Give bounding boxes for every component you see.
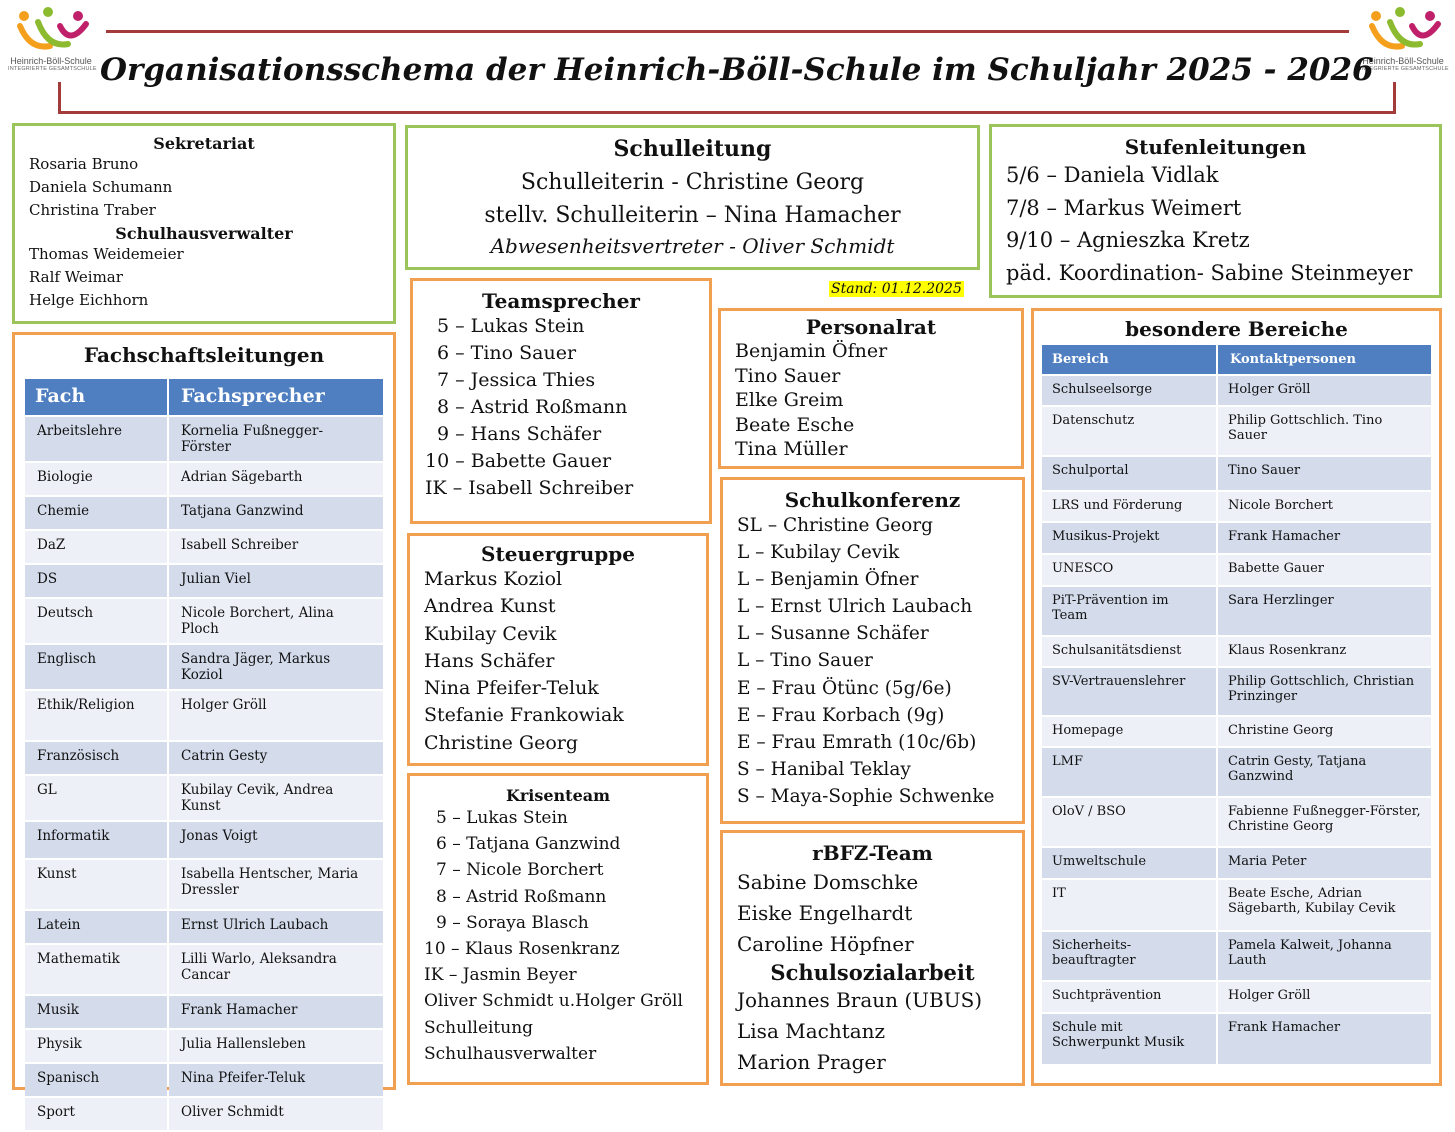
- table-row: [1042, 932, 1431, 980]
- table-cell-contact: Oliver Schmidt: [169, 1098, 383, 1130]
- schulkonferenz-item: L – Susanne Schäfer: [737, 623, 929, 645]
- personalrat-list: [735, 339, 1007, 462]
- table-row: [1042, 492, 1431, 521]
- krisenteam-box: [407, 773, 709, 1085]
- krisenteam-item: 10 – Klaus Rosenkranz: [424, 939, 620, 960]
- table-cell-subject: SV-Vertrauenslehrer: [1042, 668, 1216, 715]
- table-row: [25, 1064, 383, 1096]
- school-logo-figures-icon: [8, 6, 94, 56]
- teamsprecher-title: Teamsprecher: [482, 289, 640, 313]
- krisenteam-item: Oliver Schmidt u.Holger Gröll: [424, 991, 683, 1012]
- table-cell-contact: Julia Hallensleben: [169, 1030, 383, 1062]
- schulleitung-line-1: Schulleiterin - Christine Georg: [520, 170, 865, 195]
- table-cell-contact: Nina Pfeifer-Teluk: [169, 1064, 383, 1096]
- stufenleitung-item: 5/6 – Daniela Vidlak: [1006, 163, 1219, 187]
- krisenteam-item: 6 – Tatjana Ganzwind: [436, 834, 621, 855]
- col-fachsprecher: Fachsprecher: [169, 379, 383, 415]
- personalrat-item: Tina Müller: [735, 438, 848, 460]
- teamsprecher-item: IK – Isabell Schreiber: [425, 477, 634, 499]
- teamsprecher-item: 8 – Astrid Roßmann: [437, 396, 628, 418]
- table-cell-contact: Frank Hamacher: [1218, 1014, 1431, 1064]
- title-frame-top: [106, 30, 1349, 33]
- table-cell-subject: Informatik: [25, 822, 167, 858]
- sekretariat-title: Sekretariat: [153, 134, 255, 153]
- rbfz-item: Caroline Höpfner: [737, 932, 914, 956]
- table-row: [25, 1098, 383, 1130]
- schulkonferenz-item: E – Frau Emrath (10c/6b): [737, 731, 977, 753]
- table-cell-contact: Isabell Schreiber: [169, 531, 383, 563]
- krisenteam-item: 8 – Astrid Roßmann: [436, 886, 607, 907]
- table-cell-contact: Nicole Borchert: [1218, 492, 1431, 521]
- table-cell-subject: Biologie: [25, 463, 167, 495]
- table-cell-contact: Maria Peter: [1218, 848, 1431, 878]
- besondere-box: [1031, 308, 1442, 1086]
- logo-subtitle: INTEGRIERTE GESAMTSCHULE: [8, 66, 97, 72]
- table-cell-subject: Mathematik: [25, 945, 167, 994]
- table-cell-contact: Lilli Warlo, Aleksandra Cancar: [169, 945, 383, 994]
- table-row: [1042, 880, 1431, 930]
- table-cell-contact: Nicole Borchert, Alina Ploch: [169, 599, 383, 643]
- table-cell-contact: Sara Herzlinger: [1218, 587, 1431, 635]
- stufenleitungen-box: [989, 124, 1442, 298]
- schulkonferenz-item: S – Hanibal Teklay: [737, 758, 911, 780]
- personalrat-item: Benjamin Öfner: [735, 340, 888, 362]
- logo-name: Heinrich-Böll-Schule: [10, 56, 92, 66]
- table-row: [1042, 982, 1431, 1012]
- logo-name: Heinrich-Böll-Schule: [1362, 56, 1444, 66]
- teamsprecher-item: 5 – Lukas Stein: [437, 315, 585, 337]
- rbfz-item: Sabine Domschke: [737, 870, 919, 894]
- table-cell-subject: PiT-Prävention im Team: [1042, 587, 1216, 635]
- table-cell-contact: Ernst Ulrich Laubach: [169, 911, 383, 943]
- table-row: [1042, 407, 1431, 455]
- steuergruppe-item: Hans Schäfer: [424, 649, 555, 672]
- besondere-title: besondere Bereiche: [1125, 317, 1348, 341]
- col-bereich: Bereich: [1042, 345, 1216, 374]
- stand-date: [829, 278, 964, 297]
- schulleitung-line-3: Abwesenheitsvertreter - Oliver Schmidt: [490, 234, 895, 258]
- table-cell-subject: Physik: [25, 1030, 167, 1062]
- table-cell-subject: Chemie: [25, 497, 167, 529]
- stufenleitung-item: 7/8 – Markus Weimert: [1006, 195, 1242, 220]
- table-cell-contact: Isabella Hentscher, Maria Dressler: [169, 860, 383, 909]
- schulkonferenz-item: S – Maya-Sophie Schwenke: [737, 785, 995, 807]
- sekretariat-box: [12, 123, 396, 324]
- steuergruppe-title: Steuergruppe: [481, 542, 635, 566]
- table-cell-contact: Holger Gröll: [1218, 376, 1431, 405]
- steuergruppe-item: Kubilay Cevik: [424, 622, 557, 645]
- besondere-table: [1040, 343, 1433, 1066]
- schulkonferenz-item: L – Ernst Ulrich Laubach: [737, 596, 973, 618]
- stufenleitung-item: 9/10 – Agnieszka Kretz: [1006, 228, 1250, 252]
- schulkonferenz-item: L – Tino Sauer: [737, 650, 873, 672]
- table-row: [25, 531, 383, 563]
- stufenleitung-item: päd. Koordination- Sabine Steinmeyer: [1006, 260, 1413, 285]
- schulkonferenz-item: L – Benjamin Öfner: [737, 569, 919, 591]
- table-cell-subject: DaZ: [25, 531, 167, 563]
- table-cell-subject: Deutsch: [25, 599, 167, 643]
- krisenteam-item: 7 – Nicole Borchert: [436, 860, 604, 881]
- table-cell-contact: Klaus Rosenkranz: [1218, 637, 1431, 666]
- personalrat-item: Tino Sauer: [735, 364, 841, 387]
- table-row: [25, 599, 383, 643]
- table-cell-subject: UNESCO: [1042, 555, 1216, 585]
- table-cell-contact: Holger Gröll: [169, 691, 383, 740]
- table-row: [1042, 376, 1431, 405]
- teamsprecher-item: 7 – Jessica Thies: [437, 369, 596, 391]
- krisenteam-item: IK – Jasmin Beyer: [424, 965, 577, 986]
- table-cell-subject: Suchtprävention: [1042, 982, 1216, 1012]
- table-row: [1042, 717, 1431, 746]
- table-cell-subject: Datenschutz: [1042, 407, 1216, 455]
- table-cell-contact: Babette Gauer: [1218, 555, 1431, 585]
- teamsprecher-item: 10 – Babette Gauer: [425, 450, 612, 472]
- krisenteam-item: Schulhausverwalter: [424, 1043, 597, 1064]
- table-cell-subject: Kunst: [25, 860, 167, 909]
- table-cell-contact: Kubilay Cevik, Andrea Kunst: [169, 776, 383, 820]
- krisenteam-item: 9 – Soraya Blasch: [436, 912, 589, 933]
- table-cell-contact: Kornelia Fußnegger-Förster: [169, 417, 383, 461]
- fachschaften-title: Fachschaftsleitungen: [83, 343, 325, 367]
- sekretariat-list: [29, 153, 379, 222]
- logo-subtitle: INTEGRIERTE GESAMTSCHULE: [1360, 66, 1449, 72]
- page-title: Organisationsschema der Heinrich-Böll-Schule im Schuljahr 2025 - 2026: [100, 52, 1374, 88]
- table-row: [1042, 637, 1431, 666]
- steuergruppe-item: Nina Pfeifer-Teluk: [424, 677, 599, 700]
- table-cell-subject: Spanisch: [25, 1064, 167, 1096]
- table-cell-contact: Jonas Voigt: [169, 822, 383, 858]
- table-row: [25, 463, 383, 495]
- table-cell-subject: Umweltschule: [1042, 848, 1216, 878]
- table-row: [25, 565, 383, 597]
- schulkonferenz-title: Schulkonferenz: [784, 488, 961, 512]
- table-row: [1042, 1014, 1431, 1064]
- steuergruppe-box: [407, 533, 709, 766]
- personalrat-item: Beate Esche: [735, 413, 855, 436]
- table-cell-subject: Schulportal: [1042, 457, 1216, 490]
- schulleitung-title: Schulleitung: [613, 136, 772, 162]
- table-row: [1042, 457, 1431, 490]
- schulsozialarbeit-item: Lisa Machtanz: [737, 1019, 886, 1043]
- stufenleitungen-list: [1006, 159, 1425, 289]
- rbfz-item: Eiske Engelhardt: [737, 901, 913, 925]
- table-cell-contact: Julian Viel: [169, 565, 383, 597]
- schulkonferenz-list: [737, 512, 1008, 810]
- table-row: [1042, 555, 1431, 585]
- table-row: [1042, 587, 1431, 635]
- krisenteam-list: [424, 805, 692, 1067]
- table-cell-subject: Schulsanitätsdienst: [1042, 637, 1216, 666]
- stufenleitungen-title: Stufenleitungen: [1124, 135, 1307, 159]
- table-cell-contact: Tino Sauer: [1218, 457, 1431, 490]
- table-cell-subject: Schule mit Schwerpunkt Musik: [1042, 1014, 1216, 1064]
- table-row: [1042, 848, 1431, 878]
- schulleitung-box: [405, 125, 980, 270]
- table-row: [25, 945, 383, 994]
- krisenteam-title: Krisenteam: [505, 786, 611, 805]
- sekretariat-item: Rosaria Bruno: [29, 155, 139, 173]
- sekretariat-item: Christina Traber: [29, 201, 156, 219]
- teamsprecher-box: [410, 278, 712, 524]
- table-cell-contact: Sandra Jäger, Markus Koziol: [169, 645, 383, 689]
- table-cell-contact: Frank Hamacher: [169, 996, 383, 1028]
- rbfz-list: [737, 867, 1008, 960]
- table-cell-contact: Beate Esche, Adrian Sägebarth, Kubilay Cevik: [1218, 880, 1431, 930]
- table-cell-contact: Fabienne Fußnegger-Förster, Christine Georg: [1218, 798, 1431, 846]
- table-row: [1042, 668, 1431, 715]
- schulkonferenz-item: E – Frau Ötünc (5g/6e): [737, 677, 952, 699]
- table-row: [25, 691, 383, 740]
- teamsprecher-item: 9 – Hans Schäfer: [437, 423, 602, 445]
- steuergruppe-item: Stefanie Frankowiak: [424, 704, 624, 727]
- table-cell-subject: Französisch: [25, 742, 167, 774]
- schulleitung-line-2: stellv. Schulleiterin – Nina Hamacher: [484, 203, 901, 228]
- teamsprecher-list: [425, 313, 697, 502]
- table-cell-contact: Philip Gottschlich, Christian Prinzinger: [1218, 668, 1431, 715]
- table-cell-subject: Englisch: [25, 645, 167, 689]
- table-cell-contact: Pamela Kalweit, Johanna Lauth: [1218, 932, 1431, 980]
- table-row: [1042, 798, 1431, 846]
- table-row: [25, 417, 383, 461]
- table-cell-subject: Latein: [25, 911, 167, 943]
- table-row: [25, 1030, 383, 1062]
- table-row: [25, 742, 383, 774]
- steuergruppe-list: [424, 566, 692, 757]
- table-cell-subject: DS: [25, 565, 167, 597]
- schulkonferenz-box: [720, 477, 1025, 824]
- krisenteam-item: Schulleitung: [424, 1017, 534, 1038]
- table-row: [25, 497, 383, 529]
- table-cell-subject: GL: [25, 776, 167, 820]
- schulsozialarbeit-item: Marion Prager: [737, 1050, 886, 1074]
- table-row: [1042, 523, 1431, 553]
- table-cell-subject: Musik: [25, 996, 167, 1028]
- schulsozialarbeit-title: Schulsozialarbeit: [770, 960, 975, 985]
- schulkonferenz-item: L – Kubilay Cevik: [737, 542, 900, 564]
- hausverwalter-item: Thomas Weidemeier: [29, 245, 184, 263]
- table-cell-contact: Adrian Sägebarth: [169, 463, 383, 495]
- table-row: [1042, 748, 1431, 796]
- fachschaften-table: [23, 377, 385, 1132]
- hausverwalter-item: Helge Eichhorn: [29, 291, 149, 309]
- table-cell-contact: Catrin Gesty, Tatjana Ganzwind: [1218, 748, 1431, 796]
- table-cell-contact: Catrin Gesty: [169, 742, 383, 774]
- stand-label: Stand: 01.12.2025: [831, 281, 962, 297]
- hausverwalter-title: Schulhausverwalter: [115, 224, 293, 243]
- table-row: [25, 822, 383, 858]
- table-row: [25, 911, 383, 943]
- table-row: [25, 645, 383, 689]
- table-cell-subject: Arbeitslehre: [25, 417, 167, 461]
- steuergruppe-item: Christine Georg: [424, 731, 579, 754]
- table-cell-contact: Holger Gröll: [1218, 982, 1431, 1012]
- schulsozialarbeit-list: [737, 985, 1008, 1078]
- rbfz-box: [720, 830, 1025, 1086]
- teamsprecher-item: 6 – Tino Sauer: [437, 342, 577, 364]
- school-logo-left: [8, 6, 97, 78]
- col-kontaktpersonen: Kontaktpersonen: [1218, 345, 1431, 374]
- table-cell-subject: Homepage: [1042, 717, 1216, 746]
- table-cell-subject: LRS und Förderung: [1042, 492, 1216, 521]
- table-cell-subject: Sport: [25, 1098, 167, 1130]
- table-row: [25, 996, 383, 1028]
- personalrat-title: Personalrat: [805, 315, 937, 339]
- sekretariat-item: Daniela Schumann: [29, 178, 173, 196]
- table-cell-subject: LMF: [1042, 748, 1216, 796]
- table-cell-subject: Ethik/Religion: [25, 691, 167, 740]
- rbfz-title: rBFZ-Team: [812, 841, 933, 865]
- personalrat-item: Elke Greim: [735, 389, 844, 411]
- steuergruppe-item: Andrea Kunst: [424, 595, 556, 618]
- school-logo-figures-icon: [1360, 6, 1446, 56]
- krisenteam-item: 5 – Lukas Stein: [436, 808, 568, 828]
- table-cell-subject: Musikus-Projekt: [1042, 523, 1216, 553]
- steuergruppe-item: Markus Koziol: [424, 568, 563, 590]
- table-cell-contact: Christine Georg: [1218, 717, 1431, 746]
- col-fach: Fach: [25, 379, 167, 415]
- table-cell-subject: Sicherheits-beauftragter: [1042, 932, 1216, 980]
- schulkonferenz-item: SL – Christine Georg: [737, 515, 933, 536]
- schulkonferenz-item: E – Frau Korbach (9g): [737, 704, 945, 726]
- table-row: [25, 860, 383, 909]
- fachschaften-box: [12, 332, 396, 1120]
- table-cell-subject: OloV / BSO: [1042, 798, 1216, 846]
- personalrat-box: [718, 308, 1024, 469]
- table-row: [25, 776, 383, 820]
- table-cell-contact: Frank Hamacher: [1218, 523, 1431, 553]
- schulsozialarbeit-item: Johannes Braun (UBUS): [737, 988, 983, 1012]
- table-cell-subject: Schulseelsorge: [1042, 376, 1216, 405]
- hausverwalter-item: Ralf Weimar: [29, 268, 123, 286]
- table-cell-contact: Philip Gottschlich. Tino Sauer: [1218, 407, 1431, 455]
- hausverwalter-list: [29, 243, 379, 312]
- table-cell-subject: IT: [1042, 880, 1216, 930]
- table-cell-contact: Tatjana Ganzwind: [169, 497, 383, 529]
